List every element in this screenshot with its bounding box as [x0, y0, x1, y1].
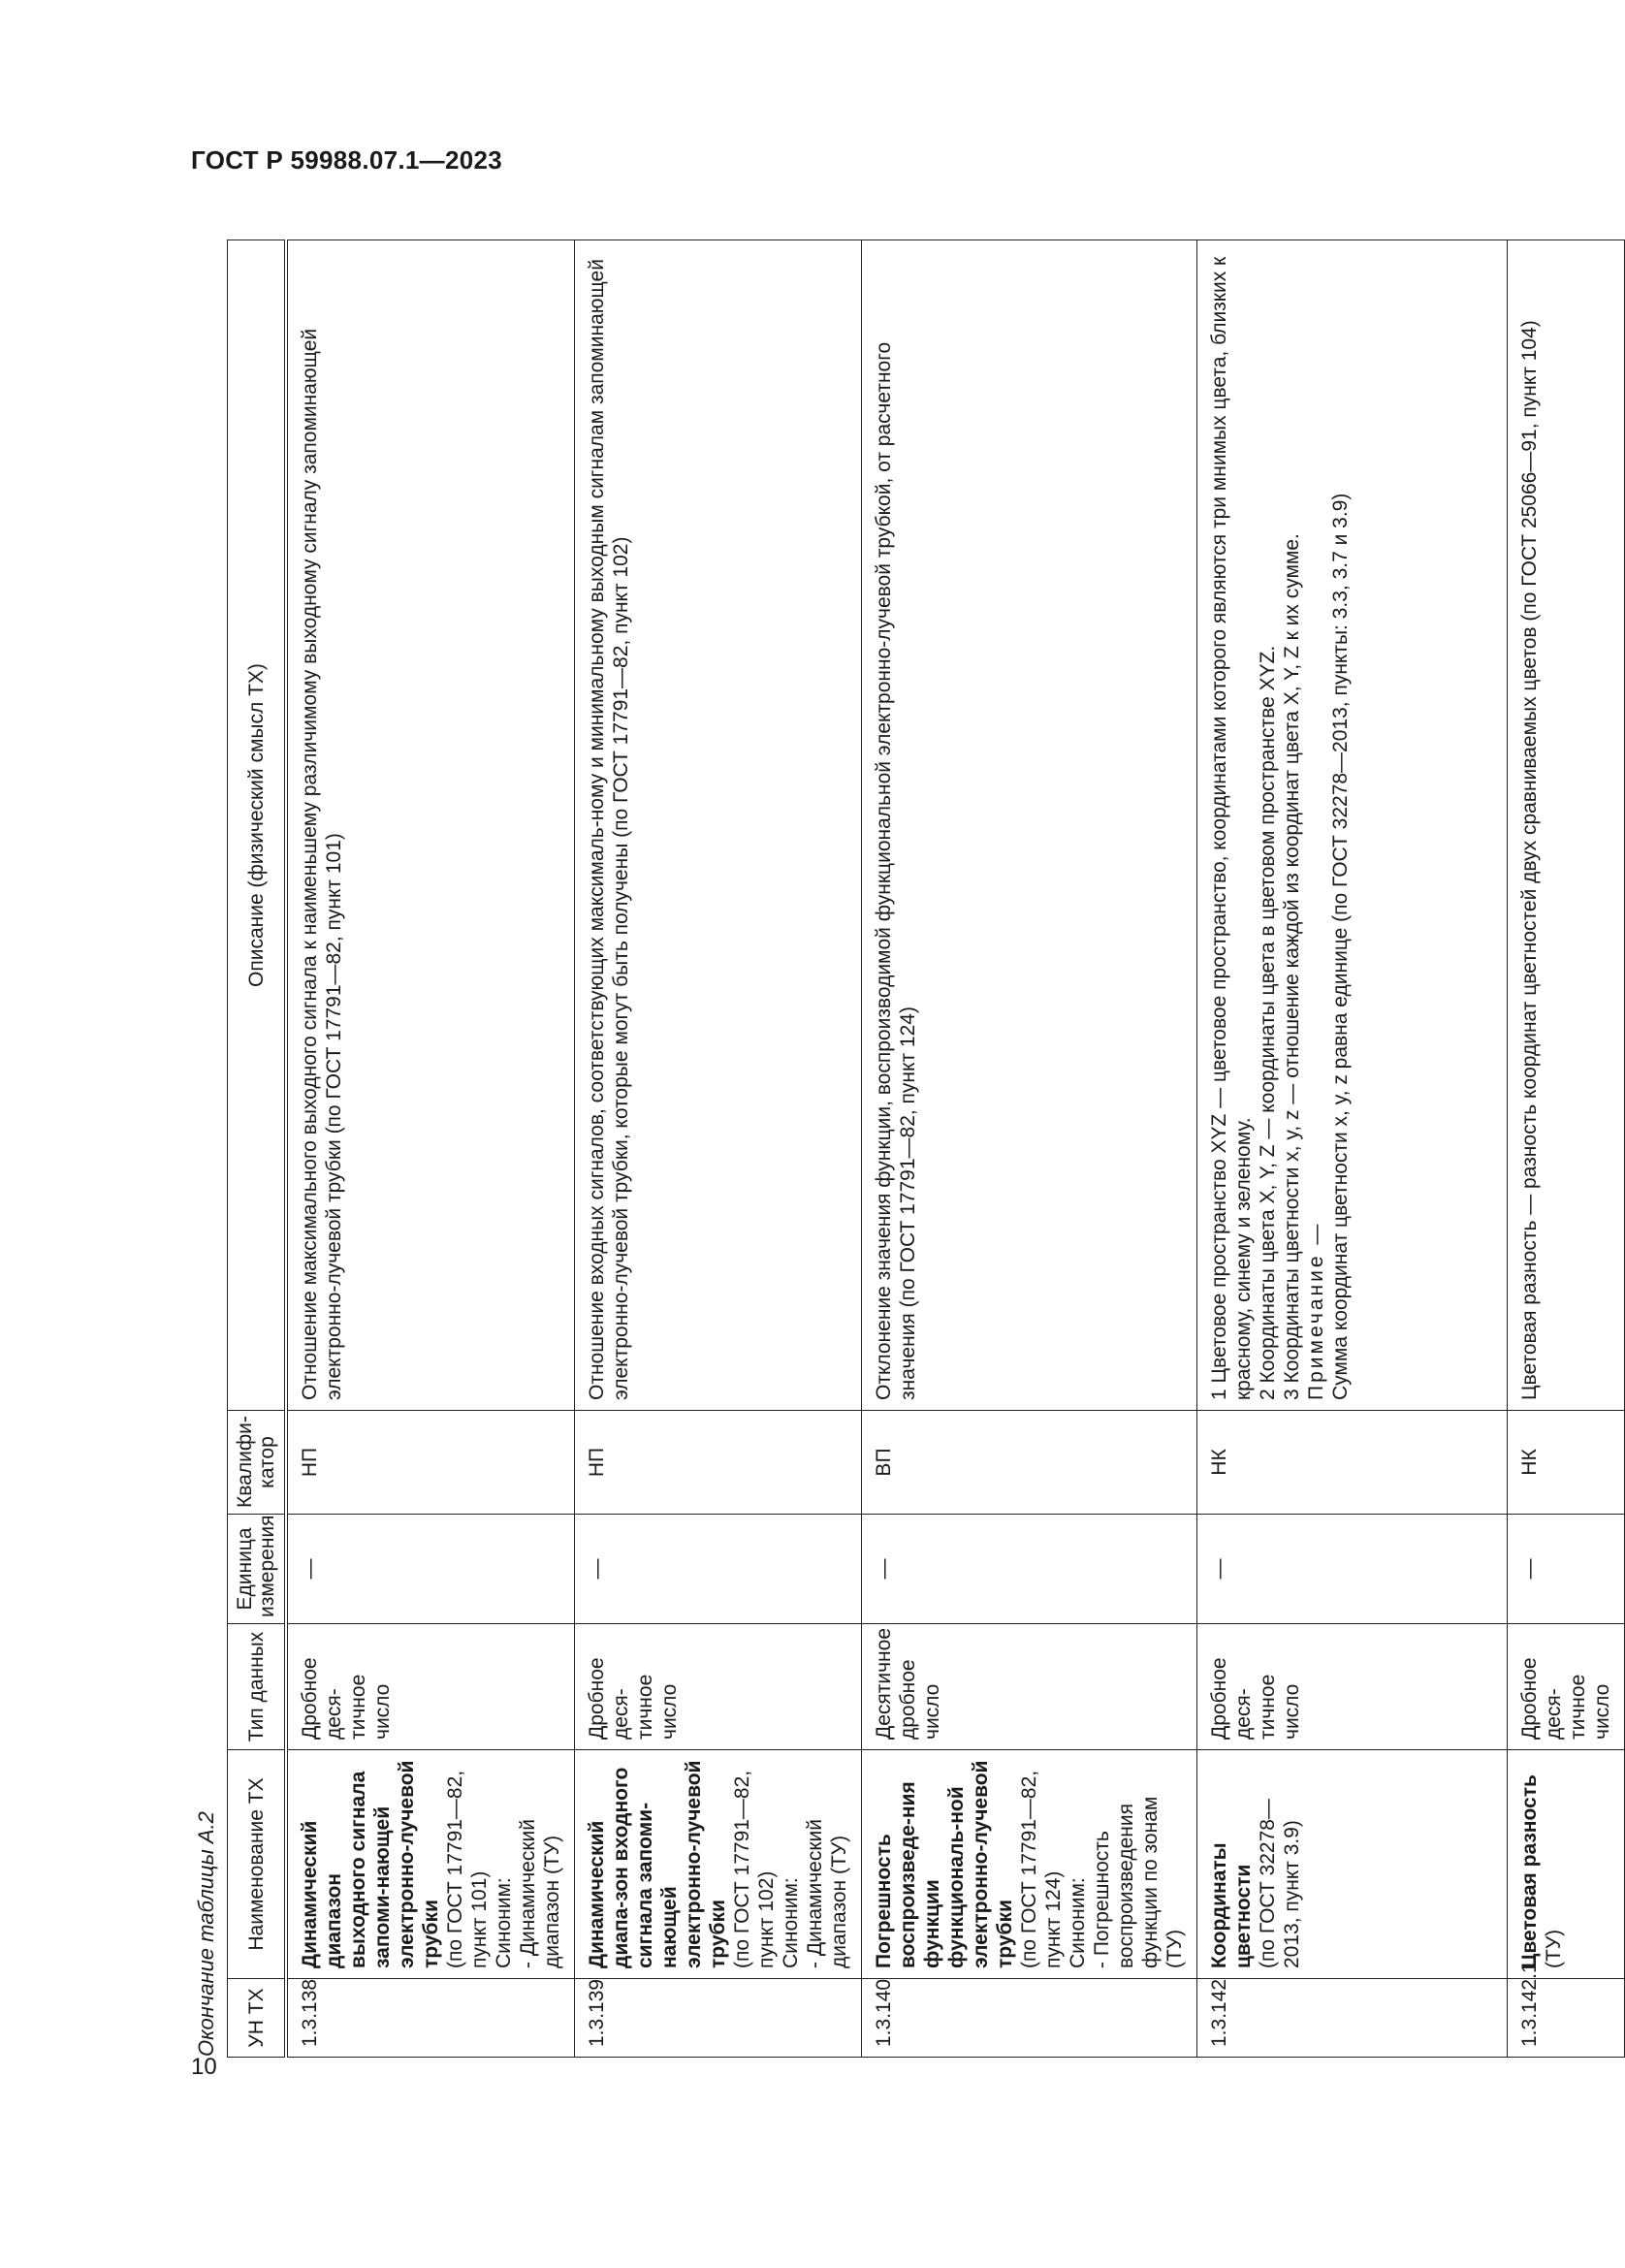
- cell-qualifier: НК: [1197, 1411, 1508, 1515]
- cell-un: 1.3.139: [575, 1979, 862, 2058]
- term-source: (по ГОСТ 32278—2013, пункт 3.9): [1257, 1799, 1303, 1968]
- term-source: (ТУ): [1543, 1929, 1565, 1968]
- cell-type: Дробное деся-тичное число: [286, 1624, 575, 1750]
- cell-qualifier: НК: [1508, 1411, 1625, 1515]
- table-row: [286, 240, 575, 2058]
- cell-unit: —: [575, 1515, 862, 1624]
- table-row: [862, 240, 1197, 2058]
- cell-unit: —: [862, 1515, 1197, 1624]
- table-header-row: [228, 240, 287, 2058]
- table-caption: Окончание таблицы А.2: [194, 1811, 218, 2057]
- synonym-label: Синоним:: [493, 1877, 515, 1968]
- characteristics-table: [227, 240, 1625, 2058]
- term-source: (по ГОСТ 17791—82, пункт 124): [1018, 1770, 1065, 1968]
- description-line: 3 Координаты цветности x, y, z — отношение каждой из координат цвета X, Y, Z к их сумме.: [1281, 533, 1303, 1400]
- rotated-table-page: [186, 238, 1613, 2060]
- cell-type: Дробное деся-тичное число: [1508, 1624, 1625, 1750]
- cell-qualifier: НП: [286, 1411, 575, 1515]
- cell-description: Отношение входных сигналов, соответствующих максималь-ному и минимальному выходным сигналам запоминающей электронно-лучевой трубки, которые могут быть получены (по ГОСТ 17791—82, пункт 102): [575, 240, 862, 1411]
- header-qualifier: Квалифи-катор: [228, 1411, 287, 1515]
- cell-unit: —: [286, 1515, 575, 1624]
- cell-name: [862, 1750, 1197, 1979]
- cell-qualifier: ВП: [862, 1411, 1197, 1515]
- term-name: Цветовая разность: [1518, 1774, 1541, 1968]
- cell-unit: —: [1197, 1515, 1508, 1624]
- cell-un: 1.3.138: [286, 1979, 575, 2058]
- cell-type: Дробное деся-тичное число: [575, 1624, 862, 1750]
- cell-un: 1.3.142.1: [1508, 1979, 1625, 2058]
- cell-type: Десятичное дробное число: [862, 1624, 1197, 1750]
- synonym: - Динамический диапазон (ТУ): [517, 1819, 563, 1968]
- header-unit: Единица измерения: [228, 1515, 287, 1624]
- term-name: Погрешность воспроизведе-ния функции функциональ-ной электронно-лучевой трубки: [873, 1760, 1016, 1968]
- table-row: [575, 240, 862, 2058]
- term-name: Динамический диапа-зон входного сигнала запоми-нающей электронно-лучевой трубки: [586, 1760, 729, 1968]
- header-name: Наименование ТХ: [228, 1750, 287, 1979]
- synonym: - Погрешность воспроизведения функции по зонам (ТУ): [1091, 1796, 1186, 1968]
- term-source: (по ГОСТ 17791—82, пункт 101): [444, 1770, 491, 1968]
- cell-name: [286, 1750, 575, 1979]
- term-name: Динамический диапазон выходного сигнала запоми-нающей электронно-лучевой трубки: [299, 1760, 442, 1968]
- cell-type: Дробное деся-тичное число: [1197, 1624, 1508, 1750]
- cell-description: [1197, 240, 1508, 1411]
- cell-description: Цветовая разность — разность координат цветностей двух сравниваемых цветов (по ГОСТ 25066—91, пункт 104): [1508, 240, 1625, 1411]
- cell-name: [575, 1750, 862, 1979]
- page-number: 10: [191, 2054, 217, 2080]
- cell-unit: —: [1508, 1515, 1625, 1624]
- cell-un: 1.3.142: [1197, 1979, 1508, 2058]
- synonym-label: Синоним:: [780, 1877, 802, 1968]
- cell-name: [1197, 1750, 1508, 1979]
- cell-description: Отношение максимального выходного сигнала к наименьшему различимому выходному сигналу запоминающей электронно-лучевой трубки (по ГОСТ 17791—82, пункт 101): [286, 240, 575, 1411]
- synonym: - Динамический диапазон (ТУ): [804, 1819, 850, 1968]
- cell-qualifier: НП: [575, 1411, 862, 1515]
- term-name: Координаты цветности: [1208, 1842, 1255, 1968]
- cell-description: Отклонение значения функции, воспроизводимой функциональной электронно-лучевой трубкой, от расчетного значения (по ГОСТ 17791—82, пункт 124): [862, 240, 1197, 1411]
- description-line: 1 Цветовое пространство XYZ — цветовое пространство, координатами которого являются три мнимых цвета, близких к красному, синему и зеленому.: [1208, 256, 1255, 1400]
- cell-name: [1508, 1750, 1625, 1979]
- header-type: Тип данных: [228, 1624, 287, 1750]
- description-line: 2 Координаты цвета X, Y, Z — координаты цвета в цветовом пространстве XYZ.: [1257, 645, 1279, 1400]
- note-text: Сумма координат цветности x, y, z равна единице (по ГОСТ 32278—2013, пункты: 3.3, 3.7 и 3.9): [1329, 493, 1352, 1400]
- table-row: [1508, 240, 1625, 2058]
- document-code: ГОСТ Р 59988.07.1—2023: [191, 145, 502, 175]
- header-description: Описание (физический смысл ТХ): [228, 240, 287, 1411]
- term-source: (по ГОСТ 17791—82, пункт 102): [731, 1770, 778, 1968]
- table-row: [1197, 240, 1508, 2058]
- synonym-label: Синоним:: [1067, 1877, 1089, 1968]
- cell-un: 1.3.140: [862, 1979, 1197, 2058]
- header-un: УН ТХ: [228, 1979, 287, 2058]
- note-label: Примечание —: [1305, 1221, 1327, 1400]
